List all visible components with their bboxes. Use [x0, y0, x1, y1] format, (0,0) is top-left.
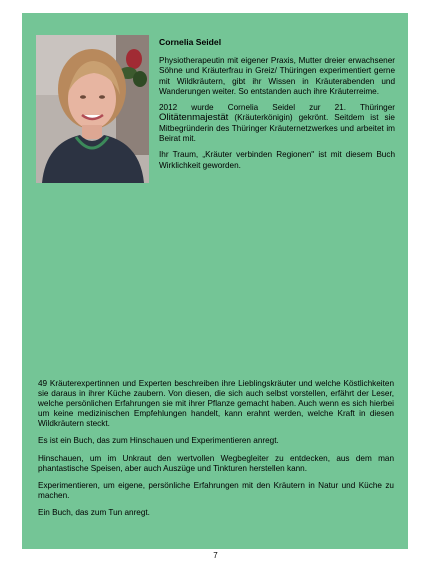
author-name: Cornelia Seidel [159, 37, 222, 47]
bio-title-olitaetenmajestaet: Olitätenmajestät [159, 112, 229, 124]
description-paragraph-1: 49 Kräuterexpertinnen und Experten beschreiben ihre Lieblingskräuter und welche Köstlichkeiten sie daraus in ihrer Küche zaubern. Von diesen, die sich auch selbst vorstellen, erfährt der Leser, welche persönlichen Erfahrungen sie mit ihrer Pflanze gemacht haben. Auch wenn es sich hierbei um keine medizinischen Empfehlungen handelt, kann erahnt werden, welche Kraft in diesen Wildkräutern steckt. [38, 379, 394, 429]
author-portrait-photo [36, 35, 149, 183]
green-panel [22, 13, 408, 549]
bio-paragraph-2-end: (Kräuterkönigin) gekrönt. Seitdem ist sie Mitbegründerin des Thüringer Kräuternetzwerkes und arbeitet im Beirat mit. [159, 113, 395, 144]
description-paragraph-2: Es ist ein Buch, das zum Hinschauen und Experimentieren anregt. [38, 436, 279, 446]
book-description [38, 379, 394, 525]
bio-paragraph-2 [159, 103, 395, 144]
bio-paragraph-2-start: 2012 wurde Cornelia Seidel zur 21. Thüringer [159, 103, 395, 113]
author-bio [159, 37, 395, 177]
page-number: 7 [213, 551, 218, 560]
bio-paragraph-3: Ihr Traum, „Kräuter verbinden Regionen" ist mit diesem Buch Wirklichkeit geworden. [159, 150, 395, 170]
description-paragraph-5: Ein Buch, das zum Tun anregt. [38, 507, 150, 517]
description-paragraph-3: Hinschauen, um im Unkraut den wertvollen Wegbegleiter zu entdecken, aus dem man phantastische Speisen, aber auch Auszüge und Tinkturen herstellen kann. [38, 453, 394, 473]
bio-paragraph-1: Physiotherapeutin mit eigener Praxis, Mutter dreier erwachsener Söhne und Kräuterfrau in Greiz/ Thüringen experimentiert gerne mit Wildkräutern, gibt ihr Wissen in Kräuterabenden und Wanderungen weiter. So entstanden auch ihre Kräuterreime. [159, 56, 395, 96]
description-paragraph-4: Experimentieren, um eigene, persönliche Erfahrungen mit den Kräutern in Natur und Küche zu machen. [38, 480, 394, 500]
